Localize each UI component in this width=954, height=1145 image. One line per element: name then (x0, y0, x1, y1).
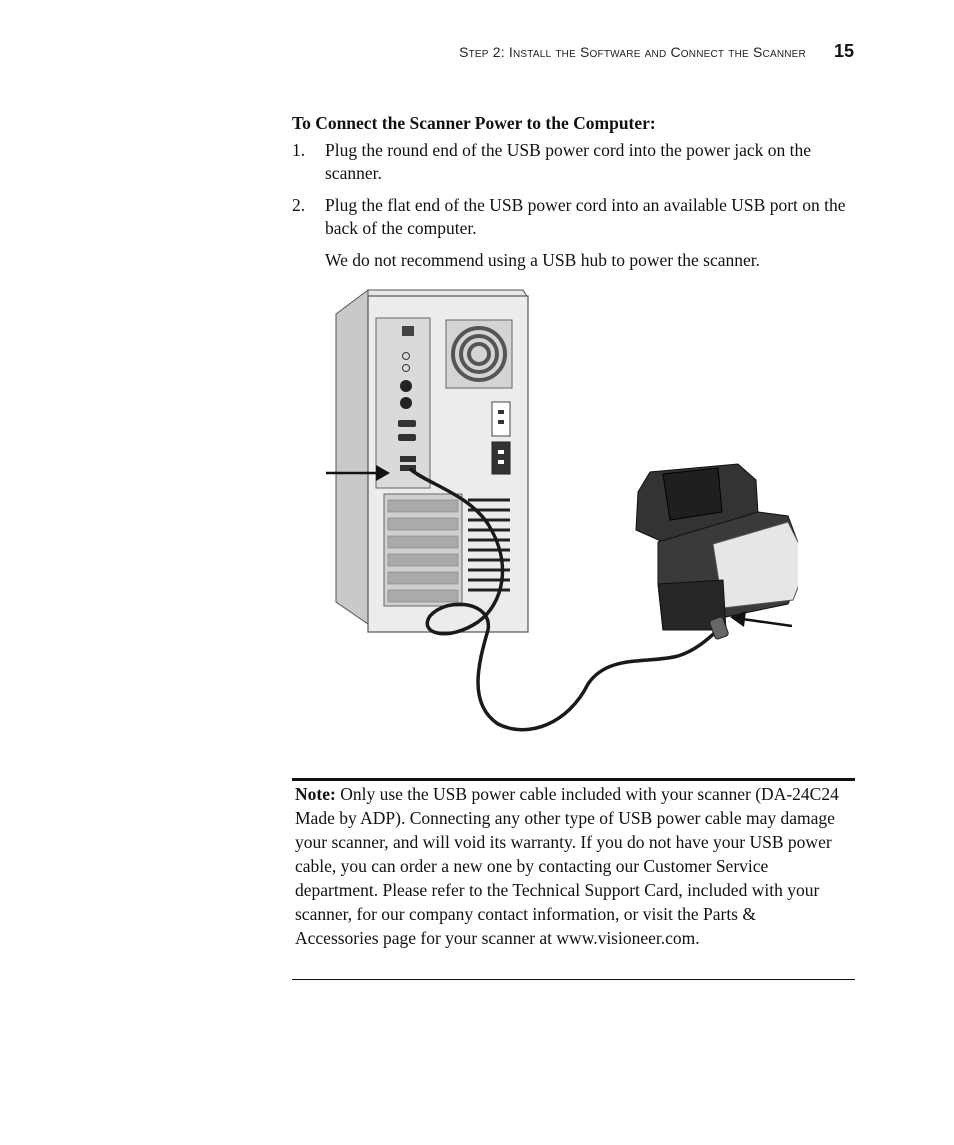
note-label: Note: (295, 784, 336, 804)
step-note: We do not recommend using a USB hub to power the scanner. (325, 250, 761, 270)
note-box (295, 782, 840, 950)
step-text: Plug the flat end of the USB power cord into an available USB port on the back of the computer. (325, 195, 846, 238)
step-item (292, 139, 858, 185)
running-title: Step 2: Install the Software and Connect the Scanner (459, 44, 806, 60)
scanner-illustration (636, 464, 798, 630)
connection-illustration (318, 284, 798, 754)
computer-tower-illustration (336, 290, 528, 632)
step-text: Plug the round end of the USB power cord into the power jack on the scanner. (325, 140, 812, 183)
note-bottom-rule (292, 979, 855, 980)
section-heading: To Connect the Scanner Power to the Computer: (292, 113, 656, 133)
step-number: 1. (292, 140, 306, 160)
step-item (292, 194, 858, 240)
running-head (300, 41, 854, 63)
step-number: 2. (292, 195, 306, 215)
note-top-rule (292, 778, 855, 781)
page-number: 15 (833, 41, 854, 61)
note-text: Only use the USB power cable included with your scanner (DA-24C24 Made by ADP). Connecting any other type of USB power cable may damage your scanner, and will void its warranty. If you do not have your USB power cable, you can order a new one by contacting our Customer Service department. Please refer to the Technical Support Card, included with your scanner, for our company contact information, or visit the Parts & Accessories page for your scanner at www.visioneer.com. (295, 784, 839, 948)
